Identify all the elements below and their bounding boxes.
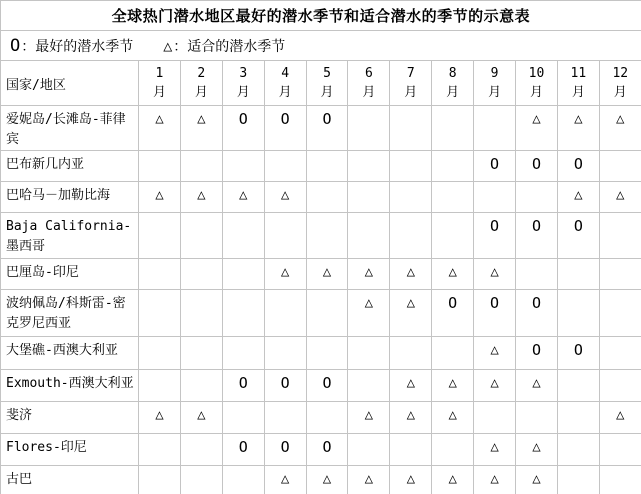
season-cell-r7-m7	[390, 337, 432, 370]
season-cell-r1-m12: △	[599, 106, 641, 151]
season-cell-r5-m1	[139, 259, 181, 290]
season-cell-r11-m8: △	[432, 466, 474, 494]
season-cell-r10-m2	[180, 434, 222, 466]
row-label: 爱妮岛/长滩岛-菲律宾	[1, 106, 139, 151]
month-number: 1	[155, 66, 164, 81]
month-header-11	[557, 61, 599, 106]
season-cell-r10-m12	[599, 434, 641, 466]
month-unit: 月	[362, 85, 376, 100]
season-cell-r6-m4	[264, 290, 306, 337]
table-row	[1, 106, 641, 151]
month-unit: 月	[529, 85, 543, 100]
season-cell-r1-m10: △	[516, 106, 558, 151]
season-cell-r2-m12	[599, 151, 641, 182]
row-label: 巴哈马－加勒比海	[1, 182, 139, 213]
season-cell-r5-m8: △	[432, 259, 474, 290]
season-cell-r3-m10	[516, 182, 558, 213]
season-cell-r8-m2	[180, 370, 222, 402]
season-cell-r7-m9: △	[474, 337, 516, 370]
season-cell-r9-m7: △	[390, 402, 432, 434]
legend	[1, 31, 641, 61]
row-label: Baja California-墨西哥	[1, 213, 139, 259]
season-cell-r2-m1	[139, 151, 181, 182]
season-cell-r8-m8: △	[432, 370, 474, 402]
season-cell-r4-m5	[306, 213, 348, 259]
season-cell-r9-m3	[222, 402, 264, 434]
month-header-9	[474, 61, 516, 106]
month-number: 9	[490, 66, 499, 81]
season-cell-r11-m12	[599, 466, 641, 494]
best-season-symbol: O	[10, 35, 21, 56]
month-number: 4	[281, 66, 290, 81]
season-cell-r1-m4: O	[264, 106, 306, 151]
season-cell-r8-m6	[348, 370, 390, 402]
month-number: 8	[448, 66, 457, 81]
season-cell-r3-m5	[306, 182, 348, 213]
season-cell-r8-m11	[557, 370, 599, 402]
month-number: 3	[239, 66, 248, 81]
table-row	[1, 434, 641, 466]
season-cell-r10-m5: O	[306, 434, 348, 466]
season-cell-r3-m2: △	[180, 182, 222, 213]
season-cell-r7-m1	[139, 337, 181, 370]
row-label: 大堡礁-西澳大利亚	[1, 337, 139, 370]
season-cell-r11-m3	[222, 466, 264, 494]
season-cell-r4-m3	[222, 213, 264, 259]
month-unit: 月	[488, 85, 502, 100]
season-cell-r1-m11: △	[557, 106, 599, 151]
season-cell-r6-m12	[599, 290, 641, 337]
season-cell-r9-m8: △	[432, 402, 474, 434]
season-cell-r10-m3: O	[222, 434, 264, 466]
season-cell-r2-m9: O	[474, 151, 516, 182]
season-cell-r1-m9	[474, 106, 516, 151]
season-cell-r7-m12	[599, 337, 641, 370]
season-cell-r8-m12	[599, 370, 641, 402]
month-header-7	[390, 61, 432, 106]
table-row	[1, 151, 641, 182]
season-cell-r3-m4: △	[264, 182, 306, 213]
season-cell-r4-m1	[139, 213, 181, 259]
month-number: 12	[612, 66, 629, 81]
season-cell-r6-m1	[139, 290, 181, 337]
month-unit: 月	[404, 85, 418, 100]
row-label: Exmouth-西澳大利亚	[1, 370, 139, 402]
season-cell-r11-m11	[557, 466, 599, 494]
season-cell-r2-m7	[390, 151, 432, 182]
season-cell-r3-m1: △	[139, 182, 181, 213]
season-cell-r11-m1	[139, 466, 181, 494]
table-row	[1, 182, 641, 213]
month-header-12	[599, 61, 641, 106]
season-cell-r1-m5: O	[306, 106, 348, 151]
season-cell-r1-m6	[348, 106, 390, 151]
season-cell-r3-m12: △	[599, 182, 641, 213]
suitable-season-symbol: △	[163, 36, 173, 55]
row-label: 巴厘岛-印尼	[1, 259, 139, 290]
season-cell-r5-m12	[599, 259, 641, 290]
season-cell-r10-m4: O	[264, 434, 306, 466]
month-unit: 月	[278, 85, 292, 100]
season-cell-r3-m3: △	[222, 182, 264, 213]
row-label: Flores-印尼	[1, 434, 139, 466]
season-cell-r4-m7	[390, 213, 432, 259]
month-unit: 月	[194, 85, 208, 100]
page-title: 全球热门潜水地区最好的潜水季节和适合潜水的季节的示意表	[1, 1, 641, 31]
season-cell-r4-m11: O	[557, 213, 599, 259]
season-cell-r3-m6	[348, 182, 390, 213]
month-header-3	[222, 61, 264, 106]
best-season-label: ：最好的潜水季节	[21, 38, 134, 55]
season-cell-r6-m3	[222, 290, 264, 337]
month-unit: 月	[613, 85, 627, 100]
season-cell-r5-m5: △	[306, 259, 348, 290]
season-cell-r9-m2: △	[180, 402, 222, 434]
season-cell-r8-m3: O	[222, 370, 264, 402]
row-label: 巴布新几内亚	[1, 151, 139, 182]
suitable-season-label: ：适合的潜水季节	[173, 38, 286, 55]
season-cell-r4-m9: O	[474, 213, 516, 259]
season-cell-r11-m6: △	[348, 466, 390, 494]
month-number: 7	[406, 66, 415, 81]
season-cell-r9-m4	[264, 402, 306, 434]
season-cell-r5-m3	[222, 259, 264, 290]
season-cell-r2-m4	[264, 151, 306, 182]
season-cell-r11-m5: △	[306, 466, 348, 494]
month-number: 5	[323, 66, 331, 81]
season-cell-r5-m2	[180, 259, 222, 290]
season-cell-r10-m7	[390, 434, 432, 466]
season-cell-r9-m6: △	[348, 402, 390, 434]
month-number: 11	[570, 66, 587, 81]
season-cell-r8-m4: O	[264, 370, 306, 402]
season-cell-r10-m10: △	[516, 434, 558, 466]
season-cell-r9-m5	[306, 402, 348, 434]
legend-row	[1, 31, 641, 61]
month-number: 6	[364, 66, 373, 81]
month-unit: 月	[236, 85, 250, 100]
table-row	[1, 337, 641, 370]
month-header-10	[516, 61, 558, 106]
season-cell-r6-m10: O	[516, 290, 558, 337]
row-label: 斐济	[1, 402, 139, 434]
season-cell-r7-m10: O	[516, 337, 558, 370]
season-cell-r1-m3: O	[222, 106, 264, 151]
season-cell-r5-m11	[557, 259, 599, 290]
month-header-8	[432, 61, 474, 106]
season-cell-r2-m3	[222, 151, 264, 182]
season-cell-r7-m6	[348, 337, 390, 370]
season-cell-r6-m9: O	[474, 290, 516, 337]
season-cell-r4-m8	[432, 213, 474, 259]
season-cell-r8-m10: △	[516, 370, 558, 402]
season-cell-r2-m10: O	[516, 151, 558, 182]
month-number: 2	[197, 66, 206, 81]
month-number: 10	[528, 66, 545, 81]
month-unit: 月	[320, 85, 334, 100]
season-cell-r3-m11: △	[557, 182, 599, 213]
season-cell-r6-m8: O	[432, 290, 474, 337]
season-cell-r11-m2	[180, 466, 222, 494]
month-header-2	[180, 61, 222, 106]
table-row	[1, 213, 641, 259]
season-cell-r6-m5	[306, 290, 348, 337]
month-header-5	[306, 61, 348, 106]
season-cell-r9-m1: △	[139, 402, 181, 434]
table-row	[1, 370, 641, 402]
season-cell-r5-m6: △	[348, 259, 390, 290]
month-unit: 月	[152, 85, 166, 100]
season-cell-r10-m1	[139, 434, 181, 466]
season-cell-r4-m6	[348, 213, 390, 259]
season-cell-r10-m11	[557, 434, 599, 466]
season-cell-r1-m2: △	[180, 106, 222, 151]
season-cell-r5-m7: △	[390, 259, 432, 290]
season-cell-r6-m2	[180, 290, 222, 337]
season-cell-r3-m7	[390, 182, 432, 213]
season-cell-r8-m9: △	[474, 370, 516, 402]
season-cell-r4-m12	[599, 213, 641, 259]
season-cell-r11-m4: △	[264, 466, 306, 494]
season-cell-r2-m11: O	[557, 151, 599, 182]
season-cell-r6-m11	[557, 290, 599, 337]
month-unit: 月	[571, 85, 585, 100]
table-row	[1, 259, 641, 290]
table-row	[1, 402, 641, 434]
season-cell-r10-m9: △	[474, 434, 516, 466]
season-cell-r3-m9	[474, 182, 516, 213]
season-cell-r3-m8	[432, 182, 474, 213]
row-label: 古巴	[1, 466, 139, 494]
row-label: 波纳佩岛/科斯雷-密克罗尼西亚	[1, 290, 139, 337]
month-header-4	[264, 61, 306, 106]
season-cell-r4-m2	[180, 213, 222, 259]
season-cell-r2-m5	[306, 151, 348, 182]
month-header-1	[139, 61, 181, 106]
title-row	[1, 1, 641, 31]
month-unit: 月	[446, 85, 460, 100]
season-cell-r7-m5	[306, 337, 348, 370]
season-cell-r9-m12: △	[599, 402, 641, 434]
season-cell-r9-m10	[516, 402, 558, 434]
season-cell-r7-m3	[222, 337, 264, 370]
season-cell-r9-m11	[557, 402, 599, 434]
season-cell-r1-m8	[432, 106, 474, 151]
month-header-6	[348, 61, 390, 106]
season-cell-r7-m2	[180, 337, 222, 370]
table-row	[1, 466, 641, 494]
season-cell-r6-m6: △	[348, 290, 390, 337]
season-cell-r4-m10: O	[516, 213, 558, 259]
season-cell-r11-m10: △	[516, 466, 558, 494]
table-row	[1, 290, 641, 337]
season-cell-r1-m7	[390, 106, 432, 151]
season-cell-r7-m11: O	[557, 337, 599, 370]
season-cell-r2-m8	[432, 151, 474, 182]
season-cell-r8-m7: △	[390, 370, 432, 402]
season-cell-r9-m9	[474, 402, 516, 434]
season-cell-r1-m1: △	[139, 106, 181, 151]
season-cell-r2-m2	[180, 151, 222, 182]
season-cell-r6-m7: △	[390, 290, 432, 337]
season-cell-r8-m1	[139, 370, 181, 402]
season-cell-r11-m7: △	[390, 466, 432, 494]
season-cell-r5-m10	[516, 259, 558, 290]
header-row	[1, 61, 641, 106]
season-cell-r5-m4: △	[264, 259, 306, 290]
season-cell-r2-m6	[348, 151, 390, 182]
season-cell-r7-m8	[432, 337, 474, 370]
corner-header: 国家/地区	[1, 61, 139, 106]
season-cell-r10-m6	[348, 434, 390, 466]
season-cell-r11-m9: △	[474, 466, 516, 494]
season-cell-r5-m9: △	[474, 259, 516, 290]
season-cell-r7-m4	[264, 337, 306, 370]
season-cell-r8-m5: O	[306, 370, 348, 402]
season-cell-r10-m8	[432, 434, 474, 466]
season-cell-r4-m4	[264, 213, 306, 259]
